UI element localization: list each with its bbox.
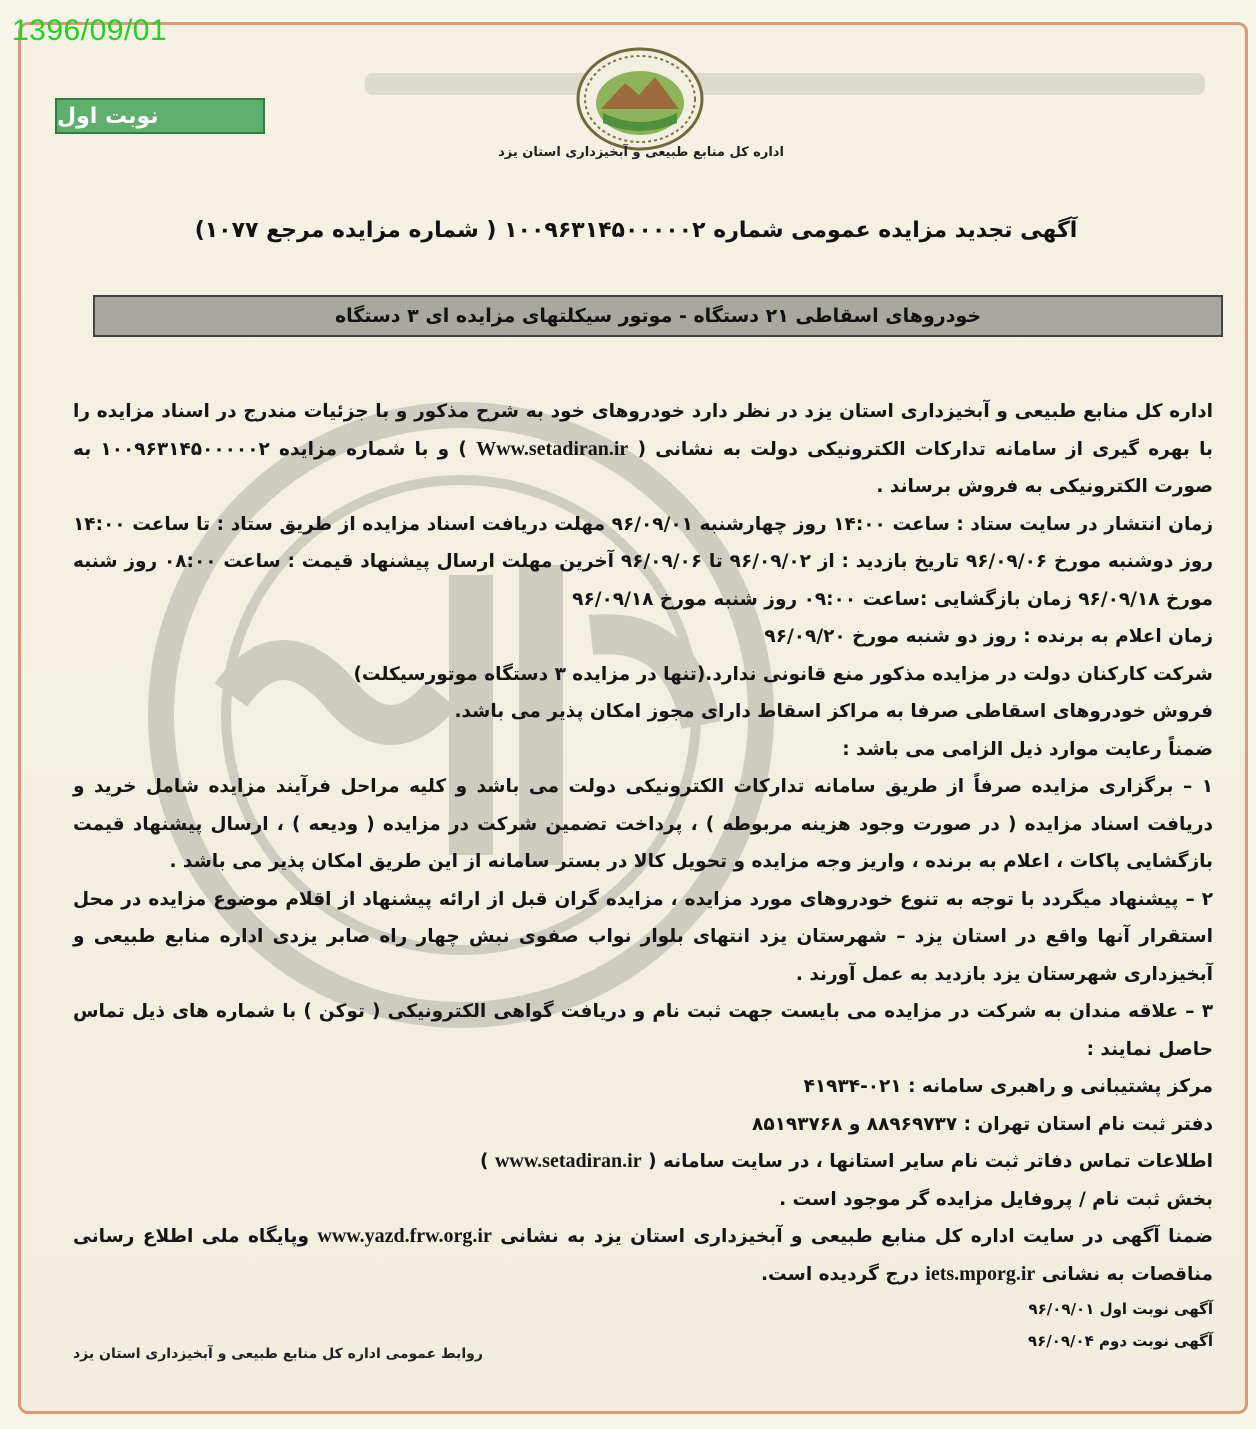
publication-text-mid: وپایگاه ملی اطلاع رسانی مناقصات به نشانی: [73, 1226, 1213, 1285]
intro-text: اداره کل منابع طبیعی و آبخیزداری استان یزد در نظر دارد خودروهای خود به شرح مذکور و با جزئیات مندرج در اسناد مزایده را با بهره گیری از سامانه تدارکات الکترونیکی دولت به نشانی (: [73, 401, 1213, 460]
auction-headline: آگهی تجدید مزایده عمومی شماره ۱۰۰۹۶۳۱۴۵۰۰۰۰۰۲ ( شماره مزایده مرجع ۱۰۷۷): [194, 218, 1078, 243]
requirement-item-1: ۱ – برگزاری مزایده صرفاً از طریق سامانه تدارکات الکترونیکی دولت می باشد و کلیه مراحل فرآیند مزایده شامل خرید و دریافت اسناد مزایده ( در صورت وجود هزینه مربوطه ) ، پرداخت تضمین شرکت در مزایده ( ودیعه ) ، ارسال پیشنهاد قیمت بازگشایی پاکات ، اعلام به برنده ، واریز وجه مزایده و تحویل کالا در بستر سامانه از این طریق امکان پذیر می باشد .: [73, 776, 1213, 872]
scrap-sale-condition: فروش خودروهای اسقاطی صرفا به مراکز اسقاط دارای مجوز امکان پذیر می باشد.: [454, 701, 1213, 722]
provinces-text: اطلاعات تماس دفاتر ثبت نام سایر استانها ، در سایت سامانه (: [648, 1151, 1213, 1172]
schedule-paragraph: زمان انتشار در سایت ستاد : ساعت ۱۴:۰۰ روز چهارشنبه ۹۶/۰۹/۰۱ مهلت دریافت اسناد مزایده از طریق ستاد : تا ساعت ۱۴:۰۰ روز دوشنبه مورخ ۹۶/۰۹/۰۶ تاریخ بازدید : از ۹۶/۰۹/۰۲ تا ۹۶/۰۹/۰۶ آخرین مهلت ارسال پیشنهاد قیمت : ساعت ۰۸:۰۰ روز شنبه مورخ ۹۶/۰۹/۱۸ زمان بازگشایی :ساعت ۰۹:۰۰ روز شنبه مورخ ۹۶/۰۹/۱۸: [73, 513, 1214, 610]
publication-text-end: درج گردیده است.: [761, 1263, 919, 1285]
provinces-contact-line: [73, 1143, 1213, 1181]
iets-site-link[interactable]: iets.mporg.ir: [925, 1262, 1036, 1285]
organization-caption: اداره کل منابع طبیعی و آبخیزداری استان یزد: [498, 145, 784, 160]
advertisement-frame: [18, 22, 1248, 1414]
support-phone: ۰۲۱-۴۱۹۳۴: [803, 1076, 902, 1097]
requirement-item-2: ۲ – پیشنهاد میگردد با توجه به تنوع خودروهای مورد مزایده ، مزایده گران قبل از ارائه پیشنهاد از اقلام موضوع مزایده در محل استقرار آنها واقع در استان یزد – شهرستان یزد انتهای بلوار نواب صفوی نبش چهار راه صابر یزدی اداره منابع طبیعی و آبخیزداری شهرستان یزد بازدید به عمل آورند .: [73, 888, 1213, 985]
provinces-text-end: ): [480, 1151, 489, 1172]
requirements-intro: ضمناً رعایت موارد ذیل الزامی می باشد :: [842, 738, 1213, 760]
first-print-date: آگهی نوبت اول ۹۶/۰۹/۰۱: [1028, 1300, 1213, 1318]
setad-site-link[interactable]: Www.setadiran.ir: [476, 437, 629, 460]
second-print-date: آگهی نوبت دوم ۹۶/۰۹/۰۴: [1027, 1332, 1213, 1350]
yazd-frw-site-link[interactable]: www.yazd.frw.org.ir: [317, 1225, 492, 1247]
publication-text: ضمنا آگهی در سایت اداره کل منابع طبیعی و آبخیزداری استان یزد به نشانی: [500, 1226, 1213, 1247]
intro-text-end: ) و با شماره مزایده ۱۰۰۹۶۳۱۴۵۰۰۰۰۰۲ به صورت الکترونیکی به فروش برساند .: [73, 438, 1213, 497]
first-round-badge: نوبت اول: [55, 98, 265, 134]
winner-announcement: زمان اعلام به برنده : روز دو شنبه مورخ ۹۶/۰۹/۲۰: [764, 626, 1213, 647]
public-relations-footer: روابط عمومی اداره کل منابع طبیعی و آبخیزداری استان یزد: [73, 1346, 483, 1362]
vehicles-subheading: خودروهای اسقاطی ۲۱ دستگاه - موتور سیکلتهای مزایده ای ۳ دستگاه: [93, 295, 1223, 337]
setad-site-link-2[interactable]: www.setadiran.ir: [494, 1150, 642, 1172]
support-label: مرکز پشتیبانی و راهبری سامانه :: [908, 1076, 1213, 1097]
notice-body: [73, 393, 1213, 1357]
bleed-through-text-graphic: [355, 55, 1215, 115]
organization-logo: [573, 43, 707, 155]
staff-participation: شرکت کارکنان دولت در مزایده مذکور منع قانونی ندارد.(تنها در مزایده ۳ دستگاه موتورسیکلت): [353, 663, 1213, 685]
profile-line: بخش ثبت نام / پروفایل مزایده گر موجود است .: [779, 1188, 1213, 1210]
tehran-office-line: دفتر ثبت نام استان تهران : ۸۸۹۶۹۷۳۷ و ۸۵۱۹۳۷۶۸: [752, 1113, 1213, 1135]
date-stamp: 1396/09/01: [12, 14, 168, 47]
requirement-item-3: ۳ – علاقه مندان به شرکت در مزایده می بایست جهت ثبت نام و دریافت گواهی الکترونیکی ( توکن ) با شماره های ذیل تماس حاصل نمایند :: [73, 1001, 1213, 1060]
publication-paragraph: [73, 1218, 1213, 1293]
intro-paragraph: [73, 393, 1213, 506]
support-center-line: [73, 1068, 1213, 1106]
